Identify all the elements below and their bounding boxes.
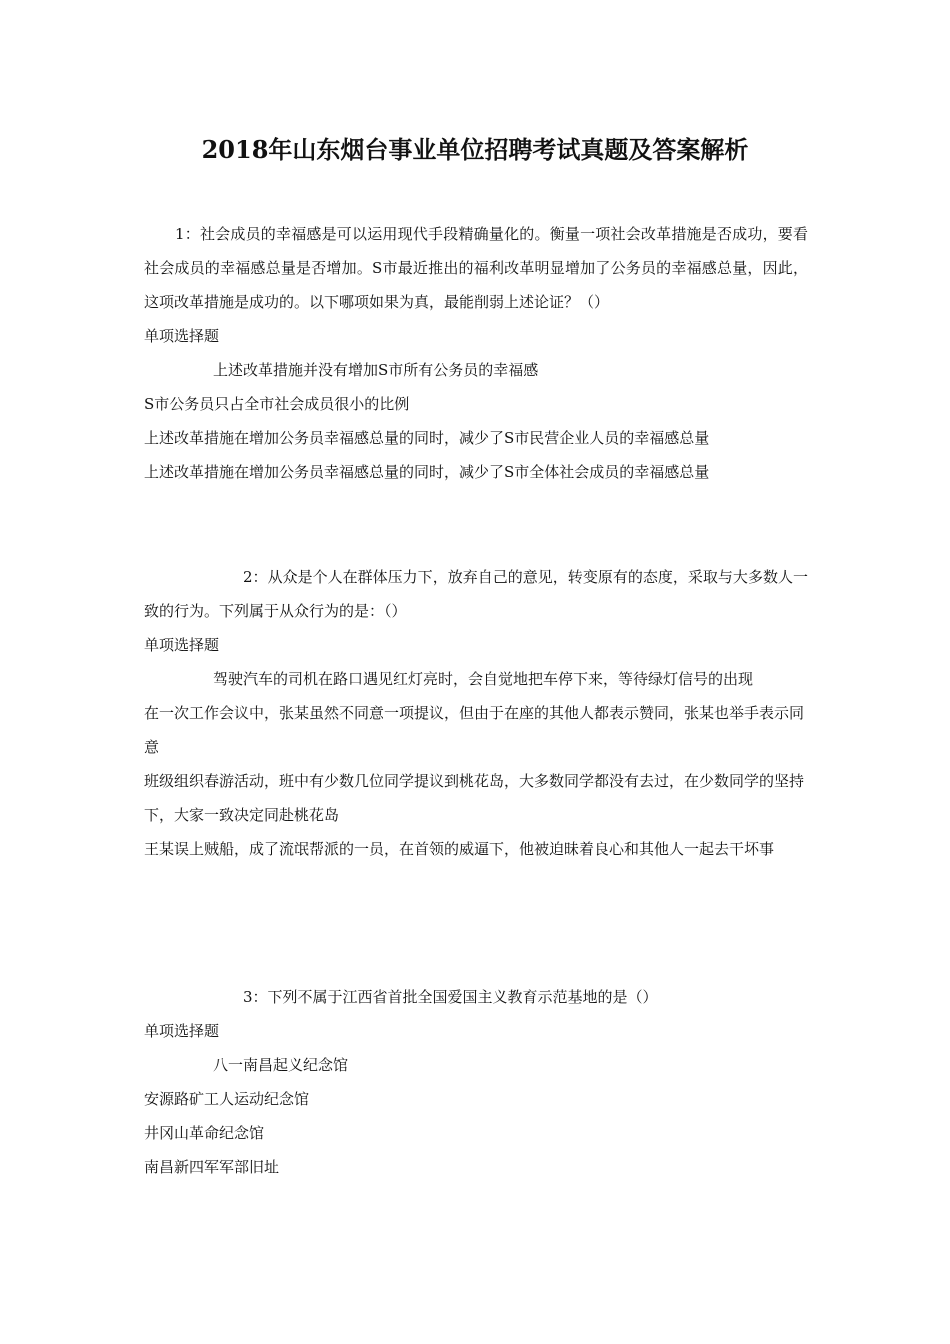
option-b: 在一次工作会议中，张某虽然不同意一项提议，但由于在座的其他人都表示赞同，张某也举手表示同意 — [144, 704, 805, 756]
question-type: 单项选择题 — [144, 327, 220, 345]
option-a: 驾驶汽车的司机在路口遇见红灯亮时，会自觉地把车停下来，等待绿灯信号的出现 — [213, 670, 754, 688]
option-a: 八一南昌起义纪念馆 — [213, 1056, 349, 1074]
option-b: 安源路矿工人运动纪念馆 — [144, 1090, 310, 1108]
option-c: 班级组织春游活动，班中有少数几位同学提议到桃花岛，大多数同学都没有去过，在少数同学的坚持下，大家一致决定同赴桃花岛 — [144, 772, 805, 824]
option-d: 王某误上贼船，成了流氓帮派的一员，在首领的威逼下，他被迫昧着良心和其他人一起去干坏事 — [144, 840, 775, 858]
option-b: S市公务员只占全市社会成员很小的比例 — [144, 395, 410, 413]
document-title: 2018年山东烟台事业单位招聘考试真题及答案解析 — [201, 135, 749, 164]
option-d: 南昌新四军军部旧址 — [144, 1158, 280, 1176]
question-text: 3：下列不属于江西省首批全国爱国主义教育示范基地的是（） — [243, 988, 658, 1006]
question-type: 单项选择题 — [144, 1022, 220, 1040]
option-a: 上述改革措施并没有增加S市所有公务员的幸福感 — [213, 361, 539, 379]
option-d: 上述改革措施在增加公务员幸福感总量的同时，减少了S市全体社会成员的幸福感总量 — [144, 463, 710, 481]
question-block-2 — [144, 560, 808, 866]
question-block-3 — [144, 980, 808, 1184]
question-type: 单项选择题 — [144, 636, 220, 654]
question-block-1 — [144, 217, 808, 489]
option-c: 井冈山革命纪念馆 — [144, 1124, 265, 1142]
option-c: 上述改革措施在增加公务员幸福感总量的同时，减少了S市民营企业人员的幸福感总量 — [144, 429, 710, 447]
question-text: 2：从众是个人在群体压力下，放弃自己的意见，转变原有的态度，采取与大多数人一致的行为。下列属于从众行为的是：（） — [144, 568, 808, 620]
question-text: 1：社会成员的幸福感是可以运用现代手段精确量化的。衡量一项社会改革措施是否成功，要看社会成员的幸福感总量是否增加。S市最近推出的福利改革明显增加了公务员的幸福感总量，因此，这项改革措施是成功的。以下哪项如果为真，最能削弱上述论证？（） — [144, 225, 808, 311]
